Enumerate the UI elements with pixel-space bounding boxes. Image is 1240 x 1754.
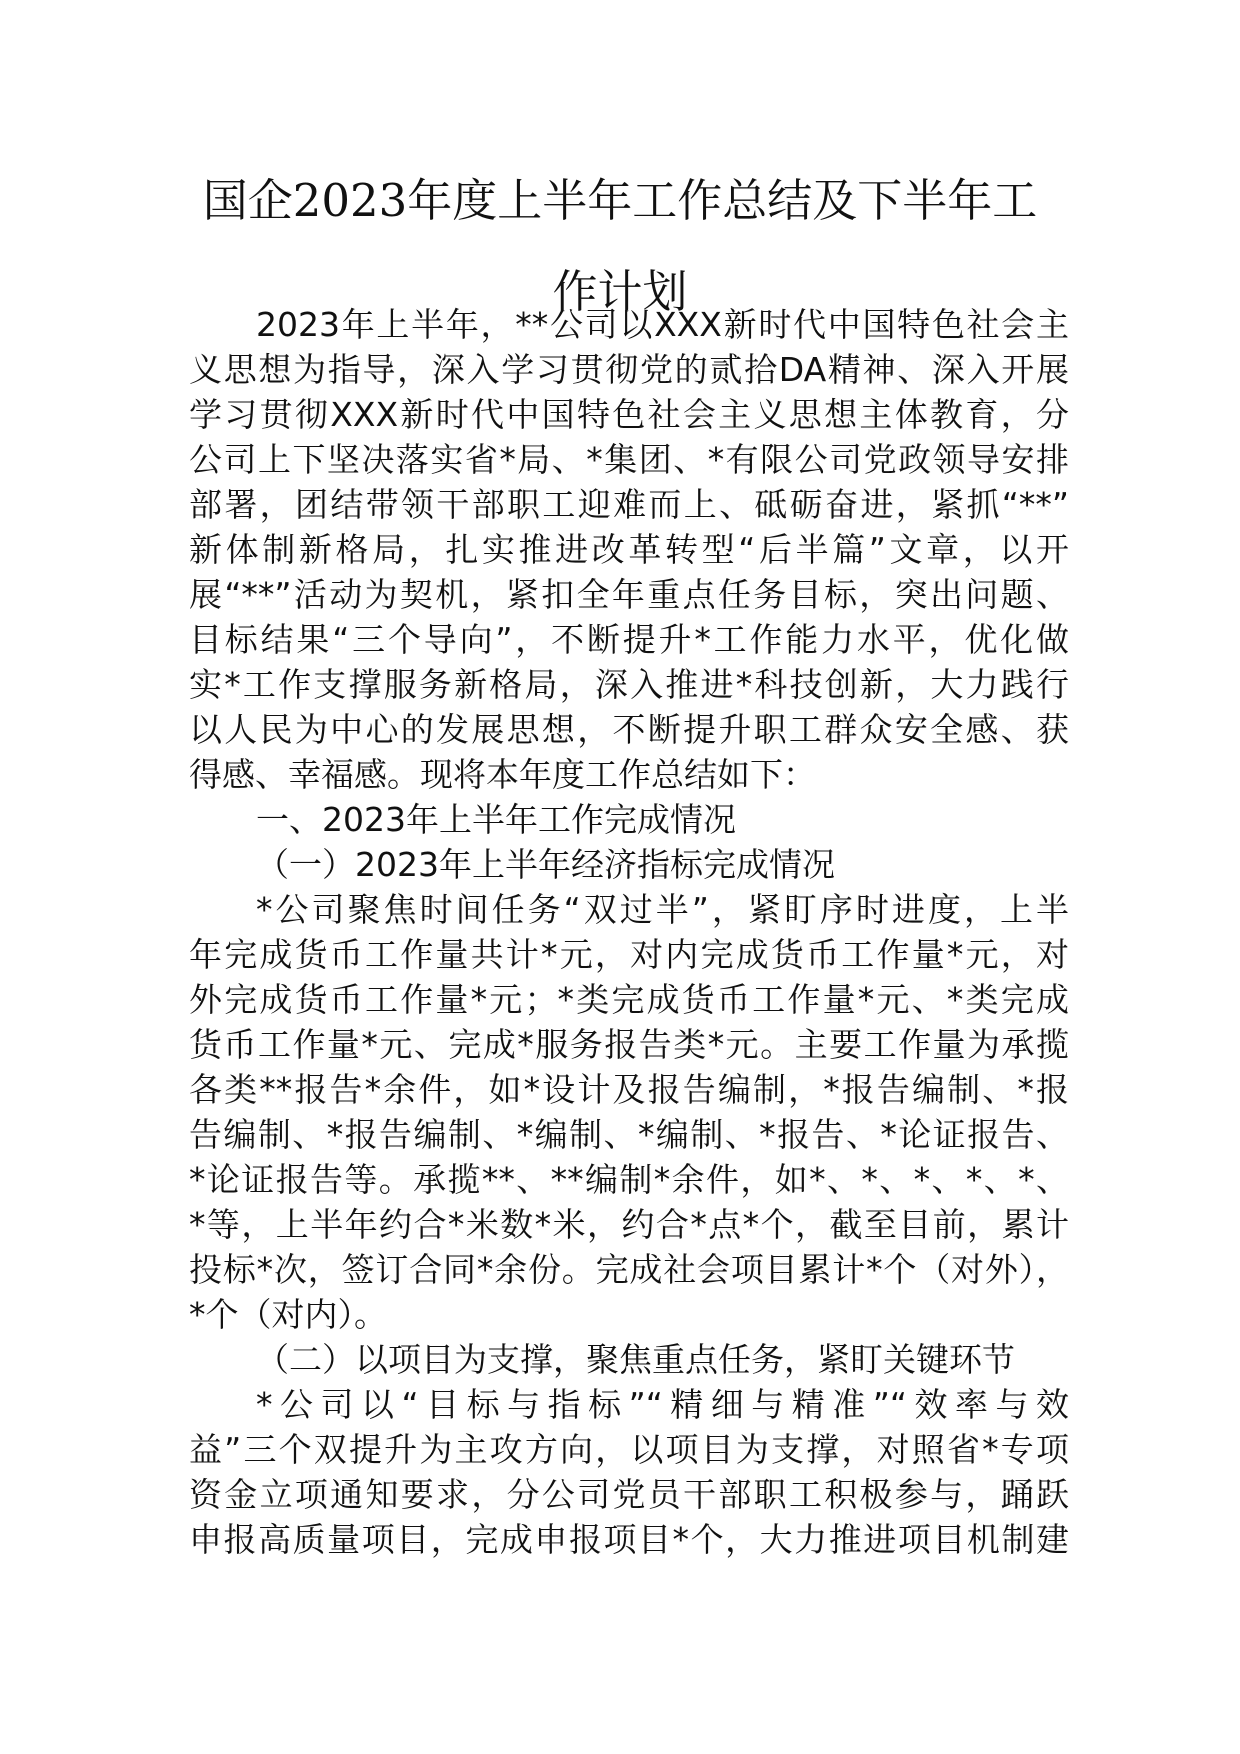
body-text-line: 资金立项通知要求，分公司党员干部职工积极参与，踊跃 [189,1475,1069,1514]
body-text-line: 部署，团结带领干部职工迎难而上、砥砺奋进，紧抓“**” [189,485,1069,524]
body-text-line: *个（对内）。 [189,1295,387,1334]
body-text-line: 2023年上半年，**公司以XXX新时代中国特色社会主 [256,305,1069,344]
subsection-heading: （二）以项目为支撑，聚焦重点任务，紧盯关键环节 [256,1340,1015,1379]
body-text-line: 申报高质量项目，完成申报项目*个，大力推进项目机制建 [189,1520,1069,1559]
subsection-heading: （一）2023年上半年经济指标完成情况 [256,845,835,884]
body-text-line: *等，上半年约合*米数*米，约合*点*个，截至目前，累计 [189,1205,1069,1244]
body-text-line: 新体制新格局，扎实推进改革转型“后半篇”文章，以开 [189,530,1069,569]
body-text-line: 货币工作量*元、完成*服务报告类*元。主要工作量为承揽 [189,1025,1069,1064]
body-text-line: 学习贯彻XXX新时代中国特色社会主义思想主体教育，分 [189,395,1069,434]
body-text-line: 以人民为中心的发展思想，不断提升职工群众安全感、获 [189,710,1069,749]
document-title-line-2: 作计划 [552,265,688,318]
body-text-line: 目标结果“三个导向”，不断提升*工作能力水平，优化做 [189,620,1069,659]
body-text-line: 实*工作支撑服务新格局，深入推进*科技创新，大力践行 [189,665,1069,704]
body-text-line: 告编制、*报告编制、*编制、*编制、*报告、*论证报告、 [189,1115,1069,1154]
body-text-line: *公司以“目标与指标”“精细与精准”“效率与效 [256,1385,1069,1424]
body-text-line: 益”三个双提升为主攻方向，以项目为支撑，对照省*专项 [189,1430,1069,1469]
body-text-line: *公司聚焦时间任务“双过半”，紧盯序时进度，上半 [256,890,1069,929]
body-text-line: 年完成货币工作量共计*元，对内完成货币工作量*元，对 [189,935,1069,974]
body-text-line: 外完成货币工作量*元；*类完成货币工作量*元、*类完成 [189,980,1069,1019]
body-text-line: 各类**报告*余件，如*设计及报告编制，*报告编制、*报 [189,1070,1069,1109]
section-heading: 一、2023年上半年工作完成情况 [256,800,736,839]
document-title-line-1: 国企2023年度上半年工作总结及下半年工 [202,174,1038,227]
body-text-line: 公司上下坚决落实省*局、*集团、*有限公司党政领导安排 [189,440,1069,479]
body-text-line: 义思想为指导，深入学习贯彻党的贰拾DA精神、深入开展 [189,350,1069,389]
body-text-line: *论证报告等。承揽**、**编制*余件，如*、*、*、*、*、 [189,1160,1069,1199]
body-text-line: 得感、幸福感。现将本年度工作总结如下： [189,755,816,794]
body-text-line: 展“**”活动为契机，紧扣全年重点任务目标，突出问题、 [189,575,1069,614]
body-text-line: 投标*次，签订合同*余份。完成社会项目累计*个（对外）， [189,1250,1069,1289]
